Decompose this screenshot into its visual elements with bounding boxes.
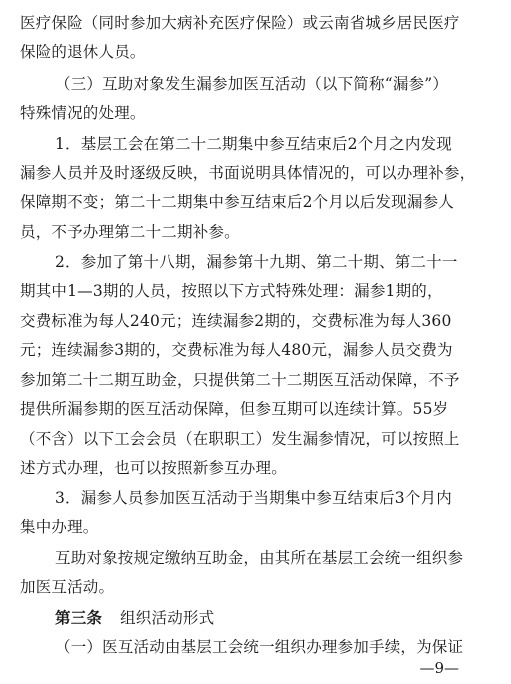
paragraph-line: 期其中1—3期的人员，按照以下方式特殊处理：漏参1期的， (20, 282, 443, 300)
paragraph-line: 加医互活动。 (20, 578, 115, 596)
paragraph-line: 集中办理。 (20, 518, 99, 536)
paragraph-line: 医疗保险（同时参加大病补充医疗保险）或云南省城乡居民医疗 (20, 14, 460, 32)
paragraph-line: 保险的退休人员。 (20, 43, 146, 61)
paragraph-line: 提供所漏参期的医互活动保障，但参互期可以连续计算。55岁 (20, 400, 449, 418)
paragraph-line: （不含）以下工会会员（在职职工）发生漏参情况，可以按照上 (20, 430, 460, 448)
article-heading-line (55, 608, 511, 628)
paragraph-line: 交费标准为每人240元；连续漏参2期的，交费标准为每人360 (20, 312, 452, 330)
paragraph-line: 互助对象按规定缴纳互助金，由其所在基层工会统一组织参 (55, 549, 464, 567)
paragraph-line: 元；连续漏参3期的，交费标准为每人480元，漏参人员交费为 (20, 341, 453, 359)
paragraph-line: （一）医互活动由基层工会统一组织办理参加手续，为保证 (55, 638, 464, 656)
section-heading-line: （三）互助对象发生漏参加医互活动（以下简称“漏参”） (55, 75, 449, 93)
article-title: 组织活动形式 (120, 609, 215, 627)
page-number: —9— (419, 659, 459, 677)
paragraph-line: 述方式办理，也可以按照新参互办理。 (20, 459, 287, 477)
paragraph-line: 漏参人员并及时逐级反映，书面说明具体情况的，可以办理补参， (20, 164, 476, 182)
paragraph-line: 1．基层工会在第二十二期集中参互结束后2个月之内发现 (55, 135, 452, 153)
paragraph-line: 员，不予办理第二十二期补参。 (20, 223, 240, 241)
paragraph-line: 保障期不变；第二十二期集中参互结束后2个月以后发现漏参人 (20, 193, 454, 211)
section-heading-line: 特殊情况的处理。 (20, 104, 146, 122)
paragraph-line: 2．参加了第十八期，漏参第十九期、第二十期、第二十一 (55, 253, 458, 271)
article-number: 第三条 (55, 608, 103, 627)
paragraph-line: 参加第二十二期互助金，只提供第二十二期医互活动保障，不予 (20, 371, 460, 389)
paragraph-line: 3．漏参人员参加医互活动于当期集中参互结束后3个月内 (55, 489, 452, 507)
